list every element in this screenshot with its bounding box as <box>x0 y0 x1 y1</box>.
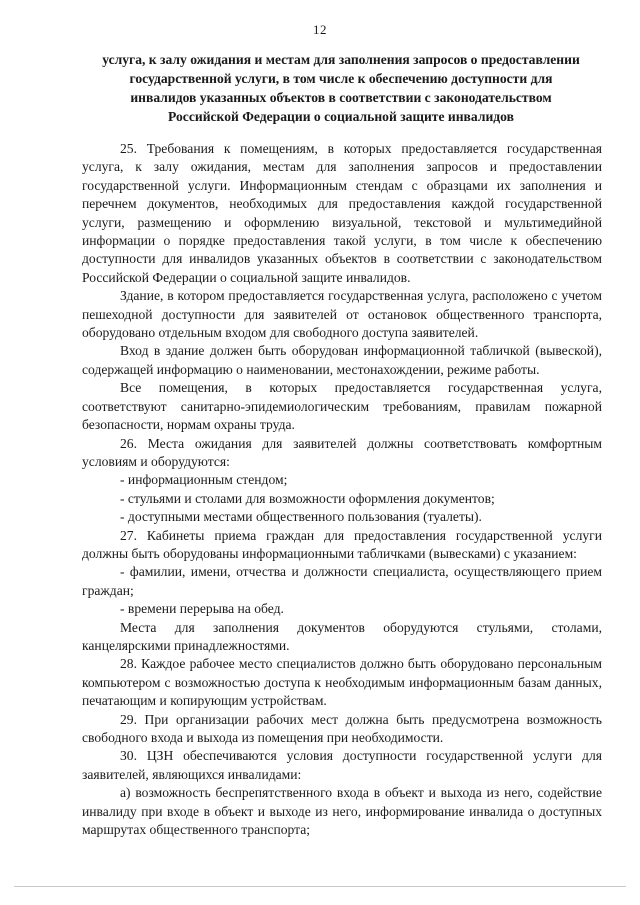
list-item: - стульями и столами для возможности оформления документов; <box>120 490 495 506</box>
paragraph-filling-places: Места для заполнения документов оборудуются стульями, столами, канцелярскими принадлежностями. <box>82 619 602 653</box>
heading-line: инвалидов указанных объектов в соответствии с законодательством <box>130 90 552 105</box>
heading-line: государственной услуги, в том числе к обеспечению доступности для <box>129 71 553 86</box>
paragraph-building: Здание, в котором предоставляется государственная услуга, расположено с учетом пешеходной доступности для заявителей от остановок общественного транспорта, оборудовано отдельным входом для свободного доступа заявителей. <box>82 288 602 341</box>
page-number: 12 <box>313 22 327 37</box>
paragraph-25: 25. Требования к помещениям, в которых предоставляется государственная услуга, к залу ожидания, местам для заполнения запросов и предоставлении государственной услуги. Информационным стендам с образцами их заполнения и перечнем документов, необходимых для предоставления каждой государственной услуги, размещению и оформлению визуальной, текстовой и мультимедийной информации о порядке предоставления такой услуги, в том числе к обеспечению доступности для инвалидов указанных объектов в соответствии с законодательством Российской Федерации о социальной защите инвалидов. <box>82 141 602 285</box>
section-heading <box>80 50 602 126</box>
heading-line: Российской Федерации о социальной защите инвалидов <box>168 109 514 124</box>
list-item: - доступными местами общественного пользования (туалеты). <box>120 509 482 525</box>
page-bottom-edge <box>14 886 626 887</box>
list-item: - информационным стендом; <box>120 472 288 488</box>
list-item: - фамилии, имени, отчества и должности специалиста, осуществляющего прием граждан; <box>82 564 602 598</box>
paragraph-28: 28. Каждое рабочее место специалистов должно быть оборудовано персональным компьютером с возможностью доступа к необходимым информационным базам данных, печатающим и копирующим устройствам. <box>82 656 602 709</box>
paragraph-premises: Все помещения, в которых предоставляется государственная услуга, соответствуют санитарно-эпидемиологическим требованиям, правилам пожарной безопасности, нормам охраны труда. <box>82 380 602 433</box>
paragraph-30: 30. ЦЗН обеспечиваются условия доступности государственной услуги для заявителей, являющихся инвалидами: <box>82 748 602 782</box>
paragraph-entrance: Вход в здание должен быть оборудован информационной табличкой (вывеской), содержащей информацию о наименовании, местонахождении, режиме работы. <box>82 343 602 377</box>
paragraph-30a: а) возможность беспрепятственного входа в объект и выхода из него, содействие инвалиду при входе в объект и выходе из него, информирование инвалида о доступных маршрутах общественного транспорта; <box>82 785 602 838</box>
paragraph-26: 26. Места ожидания для заявителей должны соответствовать комфортным условиям и оборудуются: <box>82 435 602 469</box>
document-body <box>82 140 602 839</box>
list-item: - времени перерыва на обед. <box>120 601 284 617</box>
heading-line: услуга, к залу ожидания и местам для заполнения запросов о предоставлении <box>102 52 580 67</box>
paragraph-29: 29. При организации рабочих мест должна быть предусмотрена возможность свободного входа и выхода из помещения при необходимости. <box>82 711 602 745</box>
paragraph-27: 27. Кабинеты приема граждан для предоставления государственной услуги должны быть оборудованы информационными табличками (вывесками) с указанием: <box>82 527 602 561</box>
